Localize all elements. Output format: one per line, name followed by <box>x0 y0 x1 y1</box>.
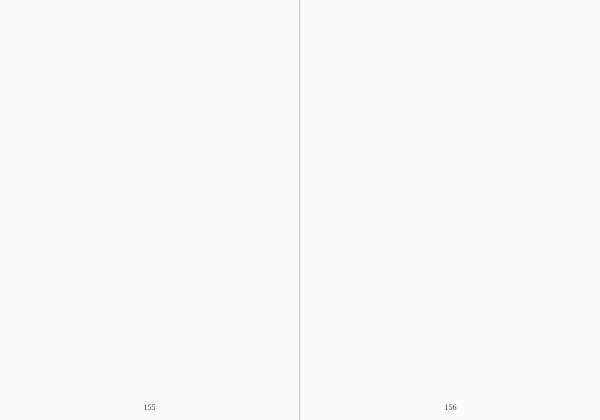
page-number: 155 <box>143 403 156 412</box>
right-page-columns <box>315 12 586 390</box>
right-page <box>300 0 600 420</box>
left-page-column-2 <box>155 12 286 390</box>
right-page-column-2 <box>456 12 587 390</box>
page-number: 156 <box>444 403 457 412</box>
left-page-columns <box>14 12 285 390</box>
right-page-column-1 <box>315 12 446 390</box>
left-page-column-1 <box>14 12 145 390</box>
